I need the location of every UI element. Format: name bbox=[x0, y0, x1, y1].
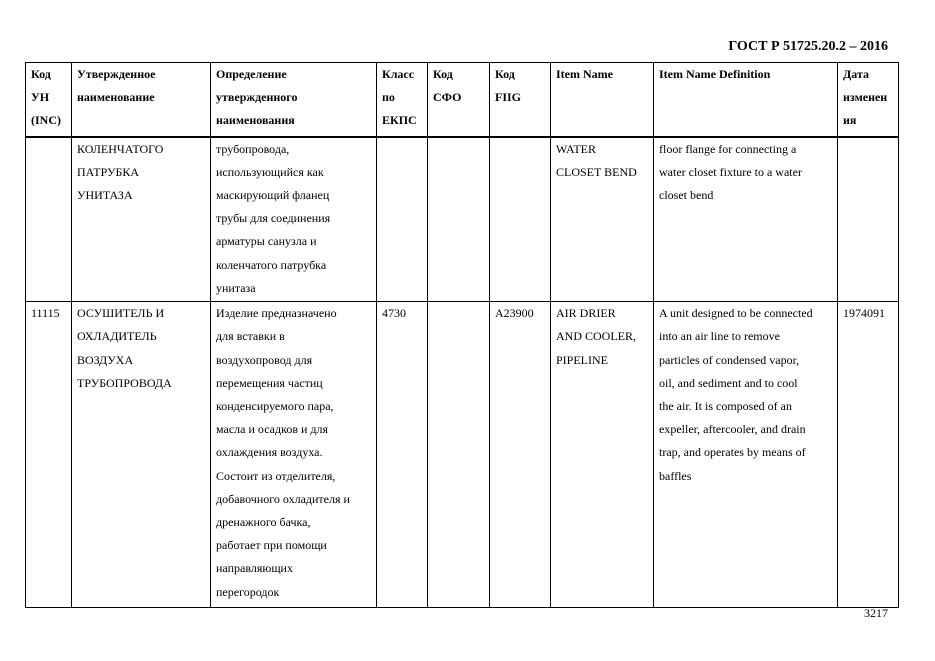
table-row bbox=[26, 137, 899, 302]
cell-inc: 11115 bbox=[26, 302, 72, 608]
cell-ekps-class bbox=[377, 137, 428, 302]
cell-definition: Изделие предназначено для вставки в воздухопровод для перемещения частиц конденсируемого пара, масла и осадков и для охлаждения воздуха. Состоит из отделителя, добавочного охладителя и дренажного бачка, работает при помощи направляющих перегородок bbox=[211, 302, 377, 608]
col-header-ekps-class: Класс по ЕКПС bbox=[377, 63, 428, 137]
cell-item-name-definition: floor flange for connecting a water closet fixture to a water closet bend bbox=[654, 137, 838, 302]
cell-fiig-code: A23900 bbox=[490, 302, 551, 608]
cell-item-name: AIR DRIER AND COOLER, PIPELINE bbox=[551, 302, 654, 608]
cell-sfo-code bbox=[428, 302, 490, 608]
cell-item-name: WATER CLOSET BEND bbox=[551, 137, 654, 302]
cell-change-date bbox=[838, 137, 899, 302]
col-header-fiig-code: Код FIIG bbox=[490, 63, 551, 137]
col-header-change-date: Дата изменен ия bbox=[838, 63, 899, 137]
document-standard-header: ГОСТ Р 51725.20.2 – 2016 bbox=[728, 39, 888, 54]
page-number: 3217 bbox=[864, 606, 888, 620]
col-header-item-name: Item Name bbox=[551, 63, 654, 137]
col-header-item-name-definition: Item Name Definition bbox=[654, 63, 838, 137]
col-header-definition: Определение утвержденного наименования bbox=[211, 63, 377, 137]
col-header-approved-name: Утвержденное наименование bbox=[72, 63, 211, 137]
cell-approved-name: ОСУШИТЕЛЬ И ОХЛАДИТЕЛЬ ВОЗДУХА ТРУБОПРОВОДА bbox=[72, 302, 211, 608]
col-header-sfo-code: Код СФО bbox=[428, 63, 490, 137]
cell-definition: трубопровода, использующийся как маскирующий фланец трубы для соединения арматуры санузла и коленчатого патрубка унитаза bbox=[211, 137, 377, 302]
cell-sfo-code bbox=[428, 137, 490, 302]
table-header-row bbox=[26, 63, 899, 137]
cell-approved-name: КОЛЕНЧАТОГО ПАТРУБКА УНИТАЗА bbox=[72, 137, 211, 302]
item-names-table bbox=[25, 62, 899, 608]
table-row bbox=[26, 302, 899, 608]
cell-fiig-code bbox=[490, 137, 551, 302]
col-header-inc: Код УН (INC) bbox=[26, 63, 72, 137]
cell-inc bbox=[26, 137, 72, 302]
cell-ekps-class: 4730 bbox=[377, 302, 428, 608]
cell-item-name-definition: A unit designed to be connected into an air line to remove particles of condensed vapor, oil, and sediment and to cool the air. It is composed of an expeller, aftercooler, and drain trap, and operates by means of baffles bbox=[654, 302, 838, 608]
cell-change-date: 1974091 bbox=[838, 302, 899, 608]
